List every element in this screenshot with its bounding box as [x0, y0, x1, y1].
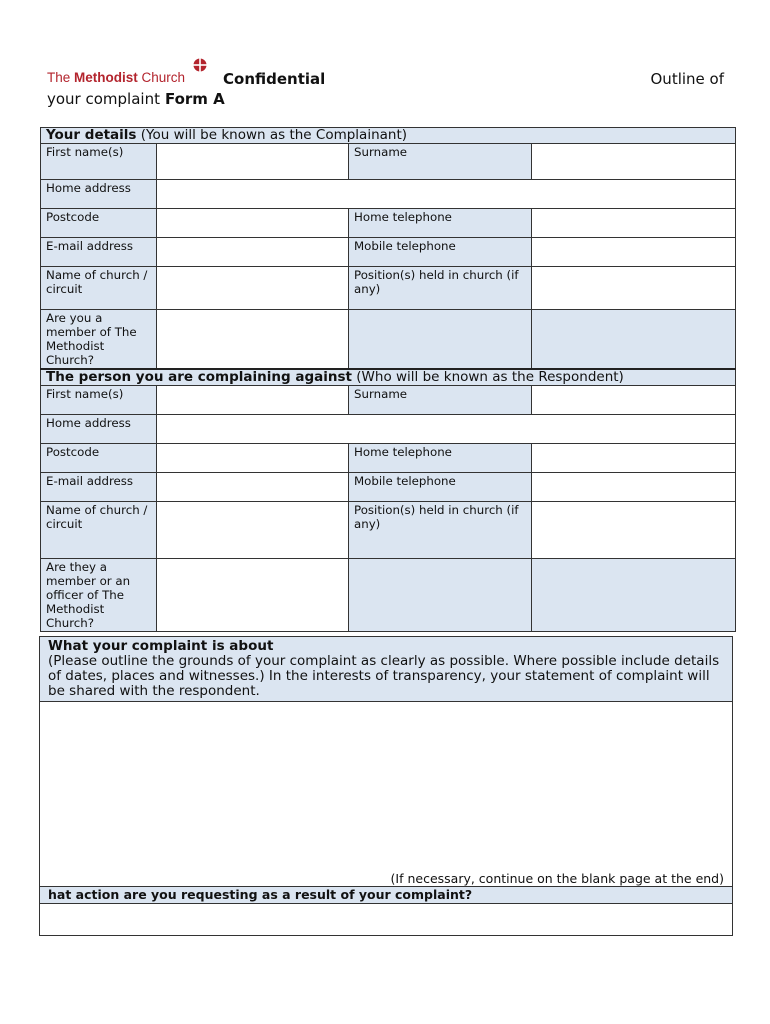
respondent-church-field[interactable]: [157, 502, 349, 559]
member-extra-cell: [349, 310, 532, 370]
surname-label: Surname: [349, 144, 532, 180]
member-label: Are you a member of The Methodist Church?: [41, 310, 157, 370]
respondent-position-label: Position(s) held in church (if any): [349, 502, 532, 559]
respondent-member-extra-cell-2: [532, 559, 736, 632]
details-table: [40, 127, 736, 632]
email-field[interactable]: [157, 238, 349, 267]
postcode-label: Postcode: [41, 209, 157, 238]
respondent-heading: The person you are complaining against (Who will be known as the Respondent): [41, 369, 736, 386]
church-circuit-label: Name of church / circuit: [41, 267, 157, 310]
member-extra-cell-2: [532, 310, 736, 370]
respondent-church-label: Name of church / circuit: [41, 502, 157, 559]
respondent-mobile-label: Mobile telephone: [349, 473, 532, 502]
action-question: hat action are you requesting as a result of your complaint?: [40, 887, 733, 904]
mobile-telephone-label: Mobile telephone: [349, 238, 532, 267]
respondent-home-telephone-field[interactable]: [532, 444, 736, 473]
complaint-table: [39, 636, 733, 936]
continue-note: (If necessary, continue on the blank page at the end): [390, 871, 724, 886]
form-title: your complaint Form A: [47, 90, 225, 108]
respondent-surname-label: Surname: [349, 386, 532, 415]
church-circuit-field[interactable]: [157, 267, 349, 310]
position-label: Position(s) held in church (if any): [349, 267, 532, 310]
respondent-surname-field[interactable]: [532, 386, 736, 415]
email-label: E-mail address: [41, 238, 157, 267]
complaint-heading-cell: [40, 637, 733, 702]
respondent-position-field[interactable]: [532, 502, 736, 559]
postcode-field[interactable]: [157, 209, 349, 238]
respondent-home-address-field[interactable]: [157, 415, 736, 444]
home-telephone-label: Home telephone: [349, 209, 532, 238]
surname-field[interactable]: [532, 144, 736, 180]
complaint-heading: What your complaint is about: [48, 638, 274, 654]
home-address-field[interactable]: [157, 180, 736, 209]
respondent-home-address-label: Home address: [41, 415, 157, 444]
respondent-first-name-label: First name(s): [41, 386, 157, 415]
respondent-first-name-field[interactable]: [157, 386, 349, 415]
respondent-mobile-field[interactable]: [532, 473, 736, 502]
respondent-postcode-label: Postcode: [41, 444, 157, 473]
respondent-member-label: Are they a member or an officer of The Methodist Church?: [41, 559, 157, 632]
methodist-cross-orb-icon: [193, 58, 207, 72]
respondent-home-telephone-label: Home telephone: [349, 444, 532, 473]
respondent-member-field[interactable]: [157, 559, 349, 632]
position-field[interactable]: [532, 267, 736, 310]
mobile-telephone-field[interactable]: [532, 238, 736, 267]
complaint-text-area[interactable]: [40, 702, 733, 887]
member-field[interactable]: [157, 310, 349, 370]
home-address-label: Home address: [41, 180, 157, 209]
confidential-label: Confidential: [223, 70, 326, 88]
respondent-member-extra-cell: [349, 559, 532, 632]
first-name-label: First name(s): [41, 144, 157, 180]
outline-of-label: Outline of: [650, 70, 724, 88]
complaint-instructions: (Please outline the grounds of your complaint as clearly as possible. Where possible include details of dates, places and witnesses.) In the interests of transparency, your statement of complaint will be shared with the respondent.: [48, 653, 720, 699]
respondent-email-field[interactable]: [157, 473, 349, 502]
methodist-church-logo: The Methodist Church: [47, 70, 185, 85]
your-details-heading: Your details (You will be known as the Complainant): [41, 128, 736, 144]
home-telephone-field[interactable]: [532, 209, 736, 238]
respondent-postcode-field[interactable]: [157, 444, 349, 473]
action-response-field[interactable]: [40, 904, 733, 936]
first-name-field[interactable]: [157, 144, 349, 180]
respondent-email-label: E-mail address: [41, 473, 157, 502]
